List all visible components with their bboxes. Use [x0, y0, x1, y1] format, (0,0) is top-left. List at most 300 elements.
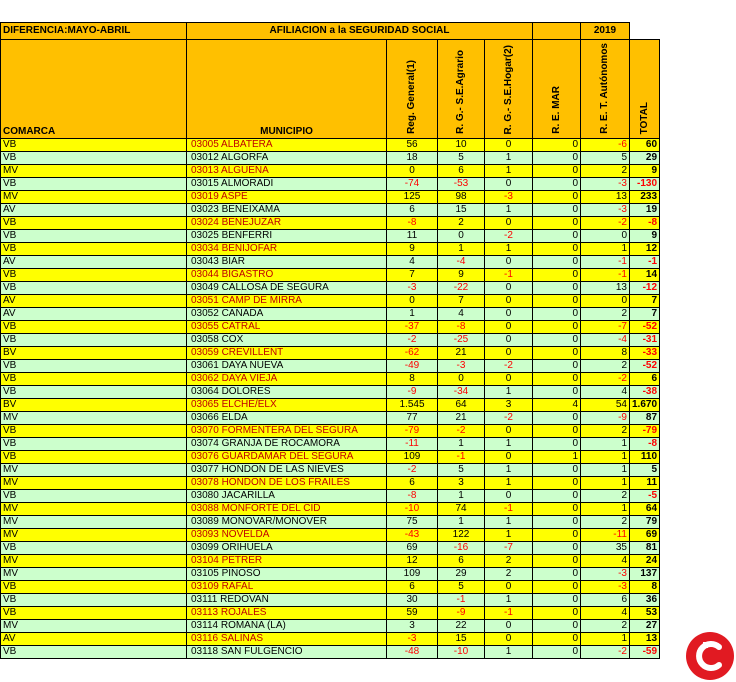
- value-cell-a: -3: [438, 360, 485, 373]
- comarca-cell: VB: [1, 646, 187, 659]
- value-cell-t: -1: [581, 269, 630, 282]
- table-row: [1, 425, 660, 438]
- total-cell: -33: [630, 347, 660, 360]
- value-cell-g: 75: [387, 516, 438, 529]
- value-cell-t: 2: [581, 425, 630, 438]
- total-cell: 7: [630, 308, 660, 321]
- total-cell: -12: [630, 282, 660, 295]
- total-cell: -31: [630, 334, 660, 347]
- value-cell-m: 0: [533, 217, 581, 230]
- value-cell-a: 0: [438, 373, 485, 386]
- comarca-cell: VB: [1, 490, 187, 503]
- blank-cell: [630, 23, 660, 40]
- municipio-cell: 03104 PETRER: [187, 555, 387, 568]
- value-cell-h: -1: [485, 607, 533, 620]
- comarca-cell: VB: [1, 321, 187, 334]
- municipio-cell: 03059 CREVILLENT: [187, 347, 387, 360]
- value-cell-t: 6: [581, 594, 630, 607]
- value-cell-t: 1: [581, 243, 630, 256]
- municipio-cell: 03118 SAN FULGENCIO: [187, 646, 387, 659]
- value-cell-a: -16: [438, 542, 485, 555]
- comarca-cell: VB: [1, 594, 187, 607]
- municipio-cell: 03034 BENIJOFAR: [187, 243, 387, 256]
- table-row: [1, 347, 660, 360]
- value-cell-m: 0: [533, 464, 581, 477]
- value-cell-m: 0: [533, 308, 581, 321]
- total-cell: 8: [630, 581, 660, 594]
- value-cell-g: -10: [387, 503, 438, 516]
- municipio-cell: 03077 HONDON DE LAS NIEVES: [187, 464, 387, 477]
- value-cell-h: 0: [485, 373, 533, 386]
- municipio-cell: 03093 NOVELDA: [187, 529, 387, 542]
- total-cell: 9: [630, 230, 660, 243]
- table-row: [1, 607, 660, 620]
- value-cell-g: 1.545: [387, 399, 438, 412]
- col-autonomos: [581, 40, 630, 139]
- column-header-row: [1, 40, 660, 139]
- table-row: [1, 542, 660, 555]
- value-cell-t: 13: [581, 191, 630, 204]
- municipio-cell: 03114 ROMANA (LA): [187, 620, 387, 633]
- value-cell-a: -34: [438, 386, 485, 399]
- value-cell-g: 30: [387, 594, 438, 607]
- value-cell-g: 109: [387, 451, 438, 464]
- table-row: [1, 204, 660, 217]
- value-cell-h: 3: [485, 399, 533, 412]
- table-row: [1, 581, 660, 594]
- total-cell: 64: [630, 503, 660, 516]
- col-reg-general-label: Reg. General(1): [406, 60, 417, 134]
- total-cell: 7: [630, 295, 660, 308]
- value-cell-m: 0: [533, 243, 581, 256]
- comarca-cell: MV: [1, 529, 187, 542]
- table-row: [1, 217, 660, 230]
- comarca-cell: BV: [1, 347, 187, 360]
- municipio-cell: 03005 ALBATERA: [187, 139, 387, 152]
- value-cell-m: 4: [533, 399, 581, 412]
- value-cell-t: -4: [581, 334, 630, 347]
- value-cell-m: 0: [533, 204, 581, 217]
- table-row: [1, 139, 660, 152]
- col-agrario-label: R. G.- S.E.Agrario: [455, 50, 466, 134]
- table-row: [1, 295, 660, 308]
- comarca-cell: MV: [1, 464, 187, 477]
- value-cell-g: 12: [387, 555, 438, 568]
- value-cell-g: 9: [387, 243, 438, 256]
- value-cell-g: 109: [387, 568, 438, 581]
- value-cell-a: 15: [438, 633, 485, 646]
- value-cell-a: -10: [438, 646, 485, 659]
- value-cell-a: 7: [438, 295, 485, 308]
- comarca-cell: MV: [1, 503, 187, 516]
- value-cell-a: 6: [438, 165, 485, 178]
- municipio-cell: 03052 CAÑADA: [187, 308, 387, 321]
- comarca-cell: VB: [1, 425, 187, 438]
- value-cell-t: 4: [581, 555, 630, 568]
- value-cell-t: 54: [581, 399, 630, 412]
- value-cell-h: 1: [485, 165, 533, 178]
- value-cell-t: -2: [581, 217, 630, 230]
- value-cell-g: 125: [387, 191, 438, 204]
- value-cell-g: 56: [387, 139, 438, 152]
- value-cell-m: 0: [533, 139, 581, 152]
- comarca-cell: AV: [1, 633, 187, 646]
- col-municipio: MUNICIPIO: [187, 40, 387, 139]
- value-cell-m: 0: [533, 295, 581, 308]
- comarca-cell: VB: [1, 269, 187, 282]
- table-row: [1, 464, 660, 477]
- comarca-cell: VB: [1, 230, 187, 243]
- total-cell: 24: [630, 555, 660, 568]
- value-cell-m: 0: [533, 360, 581, 373]
- value-cell-a: 29: [438, 568, 485, 581]
- value-cell-m: 0: [533, 477, 581, 490]
- value-cell-m: 0: [533, 347, 581, 360]
- value-cell-a: -8: [438, 321, 485, 334]
- value-cell-g: 7: [387, 269, 438, 282]
- value-cell-h: 0: [485, 451, 533, 464]
- total-cell: -52: [630, 321, 660, 334]
- value-cell-a: 5: [438, 581, 485, 594]
- value-cell-m: 0: [533, 646, 581, 659]
- value-cell-g: 11: [387, 230, 438, 243]
- total-cell: 6: [630, 373, 660, 386]
- value-cell-h: -1: [485, 269, 533, 282]
- col-comarca: COMARCA: [1, 40, 187, 139]
- municipio-cell: 03099 ORIHUELA: [187, 542, 387, 555]
- table-row: [1, 243, 660, 256]
- col-mar-label: R. E. MAR: [550, 86, 562, 134]
- value-cell-h: -2: [485, 230, 533, 243]
- value-cell-t: 2: [581, 516, 630, 529]
- value-cell-a: 98: [438, 191, 485, 204]
- table-row: [1, 386, 660, 399]
- comarca-cell: AV: [1, 295, 187, 308]
- total-cell: 137: [630, 568, 660, 581]
- value-cell-h: 0: [485, 217, 533, 230]
- value-cell-h: 1: [485, 594, 533, 607]
- table-row: [1, 191, 660, 204]
- value-cell-h: 0: [485, 282, 533, 295]
- total-cell: -1: [630, 256, 660, 269]
- comarca-cell: AV: [1, 256, 187, 269]
- value-cell-h: 0: [485, 334, 533, 347]
- value-cell-m: 0: [533, 555, 581, 568]
- value-cell-m: 0: [533, 620, 581, 633]
- value-cell-h: 1: [485, 464, 533, 477]
- value-cell-t: -3: [581, 178, 630, 191]
- value-cell-a: 3: [438, 477, 485, 490]
- value-cell-g: -8: [387, 490, 438, 503]
- comarca-cell: VB: [1, 542, 187, 555]
- col-mar: [533, 40, 581, 139]
- value-cell-g: 6: [387, 204, 438, 217]
- value-cell-a: 21: [438, 412, 485, 425]
- value-cell-h: -3: [485, 191, 533, 204]
- value-cell-h: 0: [485, 139, 533, 152]
- value-cell-m: 0: [533, 581, 581, 594]
- value-cell-t: 0: [581, 295, 630, 308]
- value-cell-h: -2: [485, 360, 533, 373]
- value-cell-m: 0: [533, 607, 581, 620]
- table-row: [1, 451, 660, 464]
- total-cell: 9: [630, 165, 660, 178]
- value-cell-t: 0: [581, 230, 630, 243]
- total-cell: 87: [630, 412, 660, 425]
- table-row: [1, 334, 660, 347]
- comarca-cell: VB: [1, 243, 187, 256]
- value-cell-m: 0: [533, 594, 581, 607]
- value-cell-t: 35: [581, 542, 630, 555]
- value-cell-g: 8: [387, 373, 438, 386]
- table-row: [1, 178, 660, 191]
- value-cell-h: 0: [485, 308, 533, 321]
- value-cell-h: 0: [485, 490, 533, 503]
- value-cell-t: 1: [581, 438, 630, 451]
- value-cell-g: -3: [387, 633, 438, 646]
- value-cell-m: 0: [533, 490, 581, 503]
- comarca-cell: VB: [1, 581, 187, 594]
- value-cell-a: 22: [438, 620, 485, 633]
- comarca-cell: AV: [1, 204, 187, 217]
- total-cell: 53: [630, 607, 660, 620]
- value-cell-a: 1: [438, 243, 485, 256]
- value-cell-h: 2: [485, 568, 533, 581]
- table-row: [1, 620, 660, 633]
- value-cell-m: 0: [533, 282, 581, 295]
- value-cell-a: 2: [438, 217, 485, 230]
- value-cell-t: 2: [581, 490, 630, 503]
- comarca-cell: MV: [1, 555, 187, 568]
- value-cell-m: 0: [533, 568, 581, 581]
- value-cell-m: 0: [533, 425, 581, 438]
- value-cell-h: 1: [485, 646, 533, 659]
- municipio-cell: 03019 ASPE: [187, 191, 387, 204]
- total-cell: 5: [630, 464, 660, 477]
- value-cell-g: -3: [387, 282, 438, 295]
- value-cell-a: 5: [438, 152, 485, 165]
- table-row: [1, 373, 660, 386]
- value-cell-a: -22: [438, 282, 485, 295]
- total-cell: 233: [630, 191, 660, 204]
- table-row: [1, 282, 660, 295]
- value-cell-t: -1: [581, 256, 630, 269]
- value-cell-g: 6: [387, 477, 438, 490]
- value-cell-g: -79: [387, 425, 438, 438]
- value-cell-t: 2: [581, 360, 630, 373]
- value-cell-t: -3: [581, 204, 630, 217]
- value-cell-h: -2: [485, 412, 533, 425]
- value-cell-g: -74: [387, 178, 438, 191]
- value-cell-g: -9: [387, 386, 438, 399]
- value-cell-g: 18: [387, 152, 438, 165]
- table-row: [1, 321, 660, 334]
- total-cell: 12: [630, 243, 660, 256]
- value-cell-g: 4: [387, 256, 438, 269]
- total-cell: -5: [630, 490, 660, 503]
- value-cell-h: -7: [485, 542, 533, 555]
- table-row: [1, 594, 660, 607]
- value-cell-h: 0: [485, 178, 533, 191]
- value-cell-a: 6: [438, 555, 485, 568]
- value-cell-a: -25: [438, 334, 485, 347]
- value-cell-a: -1: [438, 451, 485, 464]
- comarca-cell: VB: [1, 360, 187, 373]
- value-cell-h: 0: [485, 425, 533, 438]
- value-cell-h: -1: [485, 503, 533, 516]
- value-cell-m: 0: [533, 373, 581, 386]
- value-cell-t: -2: [581, 373, 630, 386]
- value-cell-t: 13: [581, 282, 630, 295]
- municipio-cell: 03109 RAFAL: [187, 581, 387, 594]
- table-row: [1, 633, 660, 646]
- value-cell-g: -2: [387, 334, 438, 347]
- value-cell-a: -53: [438, 178, 485, 191]
- comarca-cell: VB: [1, 607, 187, 620]
- value-cell-g: -43: [387, 529, 438, 542]
- total-cell: 27: [630, 620, 660, 633]
- value-cell-g: 59: [387, 607, 438, 620]
- col-total-label: TOTAL: [638, 101, 650, 134]
- comarca-cell: MV: [1, 620, 187, 633]
- value-cell-g: 0: [387, 295, 438, 308]
- value-cell-g: 3: [387, 620, 438, 633]
- municipio-cell: 03061 DAYA NUEVA: [187, 360, 387, 373]
- total-cell: -38: [630, 386, 660, 399]
- value-cell-g: -49: [387, 360, 438, 373]
- municipio-cell: 03025 BENFERRI: [187, 230, 387, 243]
- total-cell: 1.670: [630, 399, 660, 412]
- table-row: [1, 256, 660, 269]
- municipio-cell: 03074 GRANJA DE ROCAMORA: [187, 438, 387, 451]
- comarca-cell: MV: [1, 568, 187, 581]
- municipio-cell: 03078 HONDON DE LOS FRAILES: [187, 477, 387, 490]
- total-cell: -79: [630, 425, 660, 438]
- value-cell-m: 0: [533, 269, 581, 282]
- value-cell-h: 0: [485, 347, 533, 360]
- total-cell: 79: [630, 516, 660, 529]
- value-cell-m: 0: [533, 633, 581, 646]
- value-cell-m: 0: [533, 503, 581, 516]
- total-cell: 81: [630, 542, 660, 555]
- value-cell-h: 1: [485, 477, 533, 490]
- col-reg-general: [387, 40, 438, 139]
- value-cell-g: -11: [387, 438, 438, 451]
- value-cell-t: 1: [581, 633, 630, 646]
- value-cell-a: -9: [438, 607, 485, 620]
- municipio-cell: 03024 BENEJUZAR: [187, 217, 387, 230]
- value-cell-g: 77: [387, 412, 438, 425]
- value-cell-a: 1: [438, 516, 485, 529]
- table-row: [1, 165, 660, 178]
- municipio-cell: 03113 ROJALES: [187, 607, 387, 620]
- value-cell-a: -4: [438, 256, 485, 269]
- municipio-cell: 03066 ELDA: [187, 412, 387, 425]
- total-cell: 14: [630, 269, 660, 282]
- value-cell-a: 21: [438, 347, 485, 360]
- comarca-cell: VB: [1, 139, 187, 152]
- value-cell-g: 1: [387, 308, 438, 321]
- comarca-cell: MV: [1, 516, 187, 529]
- table-row: [1, 516, 660, 529]
- title-filler: [533, 23, 581, 40]
- comarca-cell: VB: [1, 334, 187, 347]
- value-cell-t: -7: [581, 321, 630, 334]
- table-row: [1, 477, 660, 490]
- value-cell-t: -3: [581, 581, 630, 594]
- comarca-cell: VB: [1, 451, 187, 464]
- total-cell: 60: [630, 139, 660, 152]
- value-cell-t: 8: [581, 347, 630, 360]
- comarca-cell: MV: [1, 165, 187, 178]
- value-cell-h: 1: [485, 243, 533, 256]
- value-cell-m: 0: [533, 542, 581, 555]
- value-cell-a: 122: [438, 529, 485, 542]
- municipio-cell: 03080 JACARILLA: [187, 490, 387, 503]
- value-cell-t: 1: [581, 464, 630, 477]
- value-cell-g: -48: [387, 646, 438, 659]
- value-cell-g: -62: [387, 347, 438, 360]
- municipio-cell: 03105 PINOSO: [187, 568, 387, 581]
- value-cell-a: 4: [438, 308, 485, 321]
- value-cell-h: 0: [485, 620, 533, 633]
- value-cell-h: 1: [485, 516, 533, 529]
- municipio-cell: 03012 ALGORFA: [187, 152, 387, 165]
- municipio-cell: 03023 BENEIXAMA: [187, 204, 387, 217]
- value-cell-h: 0: [485, 256, 533, 269]
- value-cell-h: 1: [485, 438, 533, 451]
- municipio-cell: 03049 CALLOSA DE SEGURA: [187, 282, 387, 295]
- value-cell-m: 0: [533, 230, 581, 243]
- affiliation-table: [0, 22, 660, 659]
- value-cell-t: 2: [581, 620, 630, 633]
- comarca-cell: VB: [1, 373, 187, 386]
- value-cell-m: 0: [533, 438, 581, 451]
- value-cell-m: 0: [533, 178, 581, 191]
- value-cell-m: 0: [533, 334, 581, 347]
- comarca-cell: VB: [1, 217, 187, 230]
- comarca-cell: BV: [1, 399, 187, 412]
- comarca-cell: MV: [1, 412, 187, 425]
- value-cell-m: 0: [533, 165, 581, 178]
- value-cell-a: -2: [438, 425, 485, 438]
- municipio-cell: 03088 MONFORTE DEL CID: [187, 503, 387, 516]
- table-row: [1, 503, 660, 516]
- total-cell: -59: [630, 646, 660, 659]
- table-row: [1, 308, 660, 321]
- value-cell-m: 0: [533, 152, 581, 165]
- table-row: [1, 490, 660, 503]
- value-cell-t: 4: [581, 607, 630, 620]
- municipio-cell: 03015 ALMORADI: [187, 178, 387, 191]
- col-hogar-label: R. G.- S.E.Hogar(2): [502, 44, 514, 134]
- value-cell-a: 1: [438, 438, 485, 451]
- value-cell-a: -1: [438, 594, 485, 607]
- value-cell-a: 10: [438, 139, 485, 152]
- value-cell-a: 0: [438, 230, 485, 243]
- value-cell-m: 0: [533, 256, 581, 269]
- municipio-cell: 03044 BIGASTRO: [187, 269, 387, 282]
- total-cell: 29: [630, 152, 660, 165]
- table-row: [1, 360, 660, 373]
- municipio-cell: 03076 GUARDAMAR DEL SEGURA: [187, 451, 387, 464]
- table-row: [1, 438, 660, 451]
- comarca-cell: VB: [1, 178, 187, 191]
- municipio-cell: 03089 MONOVAR/MONOVER: [187, 516, 387, 529]
- value-cell-t: -6: [581, 139, 630, 152]
- table-row: [1, 230, 660, 243]
- value-cell-t: 4: [581, 386, 630, 399]
